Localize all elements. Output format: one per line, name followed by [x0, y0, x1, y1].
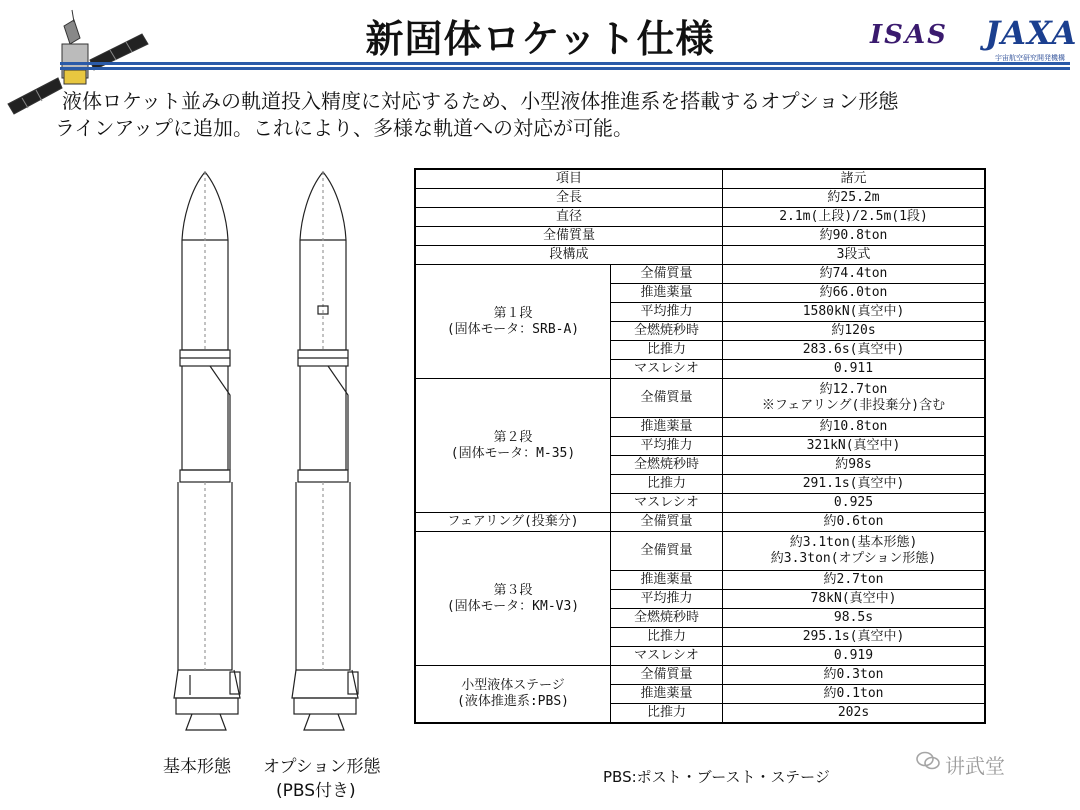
row-value: 0.919 — [723, 647, 986, 666]
row-value-line: 約3.1ton(基本形態) — [789, 535, 918, 550]
row-value-line: 約3.3ton(オプション形態) — [770, 551, 937, 566]
caption-option-sub: (PBS付き) — [276, 781, 356, 801]
table-row — [415, 513, 985, 532]
row-value: 2.1m(上段)/2.5m(1段) — [723, 208, 986, 227]
jaxa-logo: JAXA — [985, 14, 1078, 52]
row-item: 比推力 — [611, 628, 723, 647]
header-rule — [60, 62, 1070, 65]
row-item: 推進薬量 — [611, 418, 723, 437]
row-item: 全備質量 — [611, 379, 723, 418]
pbs-footnote: PBS:ポスト・ブースト・ステージ — [603, 768, 830, 786]
row-item: 全燃焼秒時 — [611, 456, 723, 475]
pbs-motor: (液体推進系:PBS) — [457, 694, 569, 709]
row-value: 約66.0ton — [723, 284, 986, 303]
row-value: 295.1s(真空中) — [723, 628, 986, 647]
row-value — [723, 379, 986, 418]
row-item: マスレシオ — [611, 647, 723, 666]
intro-line: ラインアップに追加。これにより、多様な軌道への対応が可能。 — [55, 116, 633, 140]
table-row — [415, 208, 985, 227]
row-item: 推進薬量 — [611, 571, 723, 590]
pbs-name: 小型液体ステージ — [461, 678, 565, 693]
stage3-motor: (固体モータ：KM-V3) — [446, 598, 580, 614]
table-row — [415, 265, 985, 284]
row-item: 全備質量 — [415, 227, 723, 246]
caption-basic-form: 基本形態 — [163, 757, 231, 777]
row-item: 全長 — [415, 189, 723, 208]
row-value: 0.925 — [723, 494, 986, 513]
fairing-name: フェアリング(投棄分) — [415, 513, 611, 532]
row-item: 全燃焼秒時 — [611, 609, 723, 628]
stage3-group — [415, 532, 611, 666]
page-title: 新固体ロケット仕様 — [365, 17, 715, 61]
row-item: マスレシオ — [611, 360, 723, 379]
row-value-note: ※フェアリング(非投棄分)含む — [761, 398, 946, 413]
stage3-name: 第３段 — [493, 582, 533, 598]
row-item: 全備質量 — [611, 666, 723, 685]
rocket-basic-drawing — [150, 170, 260, 745]
row-value: 約0.1ton — [723, 685, 986, 704]
row-value: 約2.7ton — [723, 571, 986, 590]
row-item: 比推力 — [611, 704, 723, 724]
stage1-name: 第１段 — [493, 305, 533, 321]
row-value — [723, 532, 986, 571]
row-value: 3段式 — [723, 246, 986, 265]
stage1-group — [415, 265, 611, 379]
row-value: 0.911 — [723, 360, 986, 379]
pbs-group — [415, 666, 611, 724]
row-value-line: 約12.7ton — [819, 382, 888, 397]
watermark-text: 讲武堂 — [945, 754, 1005, 778]
header-rule — [60, 67, 1070, 70]
row-value: 約90.8ton — [723, 227, 986, 246]
spec-table — [414, 168, 986, 724]
table-row — [415, 666, 985, 685]
row-value: 283.6s(真空中) — [723, 341, 986, 360]
table-row — [415, 227, 985, 246]
row-value: 291.1s(真空中) — [723, 475, 986, 494]
row-value: 98.5s — [723, 609, 986, 628]
row-value: 321kN(真空中) — [723, 437, 986, 456]
row-item: 比推力 — [611, 341, 723, 360]
stage2-group — [415, 379, 611, 513]
table-row — [415, 246, 985, 265]
wechat-icon — [915, 750, 941, 778]
row-item: 平均推力 — [611, 590, 723, 609]
row-value: 約25.2m — [723, 189, 986, 208]
row-value: 約0.6ton — [723, 513, 986, 532]
table-row — [415, 532, 985, 571]
row-item: 直径 — [415, 208, 723, 227]
rocket-option-drawing — [268, 170, 378, 745]
row-item: 全備質量 — [611, 265, 723, 284]
row-item: 段構成 — [415, 246, 723, 265]
stage2-name: 第２段 — [493, 429, 533, 445]
intro-line: 液体ロケット並みの軌道投入精度に対応するため、小型液体推進系を搭載するオプション形態 — [62, 89, 899, 113]
row-item: 全備質量 — [611, 513, 723, 532]
row-item: 全備質量 — [611, 532, 723, 571]
stage1-motor: (固体モータ：SRB-A) — [446, 321, 580, 337]
row-value: 202s — [723, 704, 986, 724]
caption-option-form: オプション形態 — [263, 757, 381, 777]
row-value: 約74.4ton — [723, 265, 986, 284]
row-item: マスレシオ — [611, 494, 723, 513]
row-value: 約120s — [723, 322, 986, 341]
table-header-row — [415, 169, 985, 189]
isas-logo: ISAS — [870, 20, 948, 50]
row-item: 平均推力 — [611, 437, 723, 456]
row-value: 約0.3ton — [723, 666, 986, 685]
row-value: 約98s — [723, 456, 986, 475]
row-value: 約10.8ton — [723, 418, 986, 437]
table-row — [415, 379, 985, 418]
header-item: 項目 — [415, 169, 723, 189]
stage2-motor: (固体モータ：M-35) — [450, 445, 576, 461]
header-value: 諸元 — [723, 169, 986, 189]
row-item: 比推力 — [611, 475, 723, 494]
row-value: 78kN(真空中) — [723, 590, 986, 609]
row-item: 全燃焼秒時 — [611, 322, 723, 341]
jaxa-logo-subtitle: 宇宙航空研究開発機構 — [995, 54, 1065, 62]
row-item: 推進薬量 — [611, 685, 723, 704]
table-row — [415, 189, 985, 208]
row-item: 平均推力 — [611, 303, 723, 322]
row-item: 推進薬量 — [611, 284, 723, 303]
row-value: 1580kN(真空中) — [723, 303, 986, 322]
